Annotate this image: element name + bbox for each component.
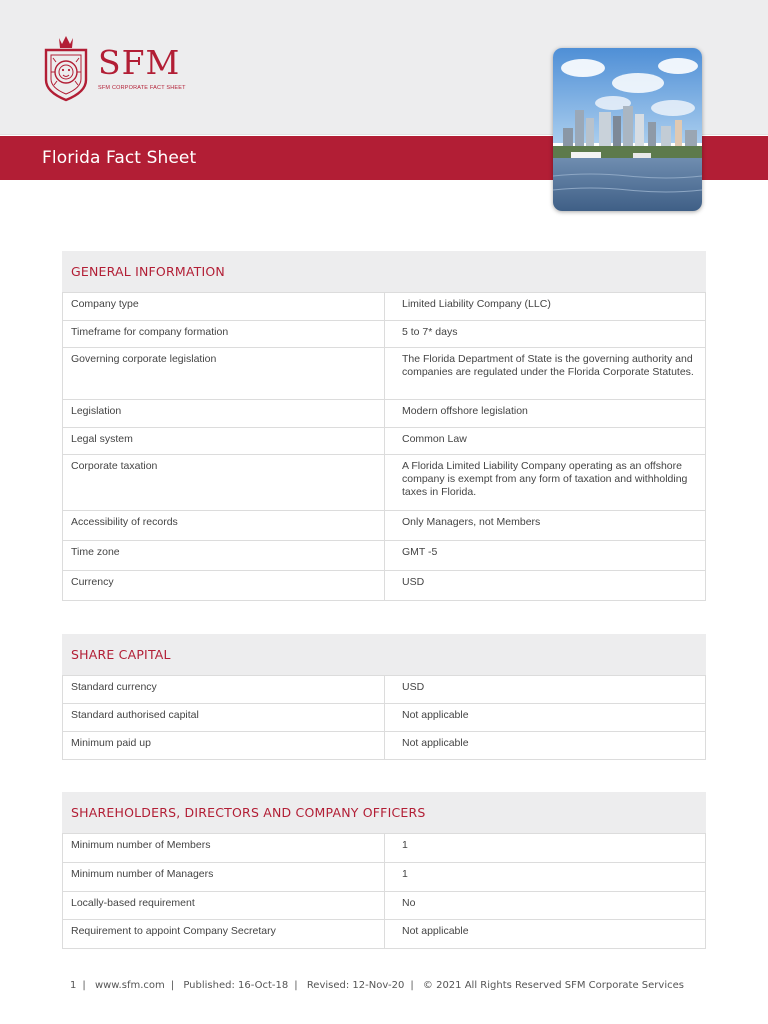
section-title: SHAREHOLDERS, DIRECTORS AND COMPANY OFFICERS — [71, 805, 426, 820]
table-row — [63, 571, 706, 601]
section-share-capital — [62, 634, 706, 760]
row-value: Common Law — [385, 428, 706, 455]
table-row — [63, 920, 706, 949]
brand-name: SFM — [98, 43, 181, 82]
section-header — [62, 792, 706, 833]
row-value: 5 to 7* days — [385, 321, 706, 348]
table-row — [63, 732, 706, 760]
city-skyline-photo — [553, 48, 702, 211]
row-label: Company type — [63, 293, 385, 321]
revised-date: Revised: 12-Nov-20 — [306, 980, 405, 991]
row-label: Requirement to appoint Company Secretary — [63, 920, 385, 949]
row-value: The Florida Department of State is the governing authority and companies are regulated under the Florida Corporate Statutes. — [385, 348, 706, 400]
section-shareholders-directors — [62, 792, 706, 949]
table-row — [63, 892, 706, 920]
lion-crest-icon — [42, 30, 90, 102]
row-value: Limited Liability Company (LLC) — [385, 293, 706, 321]
table-row — [63, 863, 706, 892]
section-header — [62, 251, 706, 292]
row-value: Not applicable — [385, 732, 706, 760]
row-label: Locally-based requirement — [63, 892, 385, 920]
page-number: 1 — [70, 980, 77, 991]
row-value: USD — [385, 571, 706, 601]
table-row — [63, 704, 706, 732]
row-value: 1 — [385, 863, 706, 892]
row-value: Not applicable — [385, 704, 706, 732]
skyline-illustration — [553, 48, 702, 211]
row-label: Legal system — [63, 428, 385, 455]
section-title: GENERAL INFORMATION — [71, 264, 225, 279]
row-label: Corporate taxation — [63, 455, 385, 511]
row-value: A Florida Limited Liability Company operating as an offshore company is exempt from any form of taxation and withholding taxes in Florida. — [385, 455, 706, 511]
table-row — [63, 455, 706, 511]
row-label: Legislation — [63, 400, 385, 428]
copyright-text: © 2021 All Rights Reserved SFM Corporate Services — [422, 980, 684, 991]
page-footer: 1 | www.sfm.com | Published: 16-Oct-18 | Revised: 12-Nov-20 | © 2021 All Rights Reserved SFM Corporate Services — [70, 980, 684, 991]
sfm-logo — [42, 30, 186, 102]
row-value: No — [385, 892, 706, 920]
website-link[interactable]: www.sfm.com — [94, 980, 165, 991]
brand-tagline: SFM CORPORATE FACT SHEET — [98, 85, 186, 91]
row-label: Minimum number of Managers — [63, 863, 385, 892]
row-value: GMT -5 — [385, 541, 706, 571]
general-information-table — [62, 292, 706, 601]
row-label: Minimum paid up — [63, 732, 385, 760]
table-row — [63, 293, 706, 321]
page-title: Florida Fact Sheet — [42, 148, 197, 168]
section-header — [62, 634, 706, 675]
row-label: Timeframe for company formation — [63, 321, 385, 348]
published-date: Published: 16-Oct-18 — [183, 980, 289, 991]
table-row — [63, 541, 706, 571]
table-row — [63, 400, 706, 428]
row-label: Standard authorised capital — [63, 704, 385, 732]
table-row — [63, 321, 706, 348]
section-general-information — [62, 251, 706, 601]
table-row — [63, 834, 706, 863]
row-label: Time zone — [63, 541, 385, 571]
row-value: USD — [385, 676, 706, 704]
table-row — [63, 348, 706, 400]
row-label: Accessibility of records — [63, 511, 385, 541]
shareholders-table — [62, 833, 706, 949]
row-value: Only Managers, not Members — [385, 511, 706, 541]
row-label: Minimum number of Members — [63, 834, 385, 863]
row-value: Not applicable — [385, 920, 706, 949]
table-row — [63, 428, 706, 455]
row-label: Currency — [63, 571, 385, 601]
table-row — [63, 676, 706, 704]
share-capital-table — [62, 675, 706, 760]
row-label: Standard currency — [63, 676, 385, 704]
row-label: Governing corporate legislation — [63, 348, 385, 400]
table-row — [63, 511, 706, 541]
row-value: 1 — [385, 834, 706, 863]
row-value: Modern offshore legislation — [385, 400, 706, 428]
section-title: SHARE CAPITAL — [71, 647, 171, 662]
